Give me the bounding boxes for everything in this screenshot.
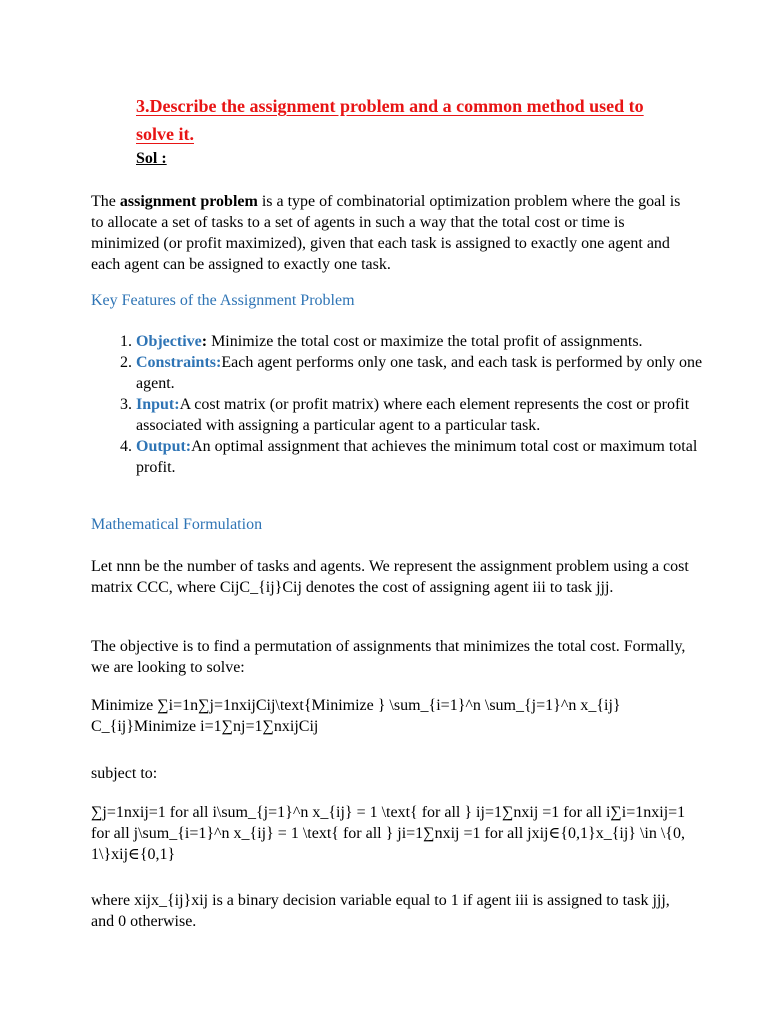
list-item xyxy=(136,331,736,352)
intro-prefix: The xyxy=(91,193,120,210)
intro-paragraph xyxy=(91,191,691,275)
list-item xyxy=(136,394,736,436)
feature-term: Objective xyxy=(136,333,202,350)
subject-to-label: subject to: xyxy=(91,765,158,782)
feature-text: A cost matrix (or profit matrix) where each element represents the cost or profit associated with assigning a particular agent to a particular task. xyxy=(136,396,690,434)
list-item xyxy=(136,436,736,478)
feature-term: Constraints: xyxy=(136,354,222,371)
objective-formula: Minimize ∑i=1n∑j=1nxijCij\text{Minimize } \sum_{i=1}^n \sum_{j=1}^n x_{ij} C_{ij}Minimize i=1∑nj=1∑nxijCij xyxy=(91,697,621,735)
key-features-list xyxy=(91,331,736,478)
feature-term: Input: xyxy=(136,396,180,413)
math-heading: Mathematical Formulation xyxy=(91,516,263,533)
sol-label: Sol : xyxy=(136,150,167,167)
feature-text: Each agent performs only one task, and each task is performed by only one agent. xyxy=(136,354,703,392)
feature-text: Minimize the total cost or maximize the total profit of assignments. xyxy=(207,333,643,350)
math-paragraph-2: The objective is to find a permutation of assignments that minimizes the total cost. Formally, we are looking to solve: xyxy=(91,638,686,676)
math-paragraph-1: Let nnn be the number of tasks and agents. We represent the assignment problem using a cost matrix CCC, where CijC_{ij}Cij denotes the cost of assigning agent iii to task jjj. xyxy=(91,558,689,596)
key-features-heading: Key Features of the Assignment Problem xyxy=(91,292,355,309)
list-item xyxy=(136,352,736,394)
feature-sep: : xyxy=(201,333,208,350)
intro-bold-term: assignment problem xyxy=(119,193,258,210)
constraints-formula: ∑j=1nxij=1 for all i\sum_{j=1}^n x_{ij} = 1 \text{ for all } ij=1∑nxij =1 for all i∑i=1nxij=1 for all j\sum_{i=1}^n x_{ij} = 1 \text{ for all } ji=1∑nxij =1 for all jxij∈{0,1}x_{ij} \in \{0, 1\}xij∈{0,1} xyxy=(91,804,686,863)
intro-rest: is a type of combinatorial optimization problem where the goal is to allocate a set of tasks to a set of agents in such a way that the total cost or time is minimized (or profit maximized), given that each task is assigned to exactly one agent and each agent can be assigned to exactly one task. xyxy=(91,193,681,273)
feature-text: An optimal assignment that achieves the minimum total cost or maximum total profit. xyxy=(136,438,698,476)
feature-term: Output: xyxy=(136,438,192,455)
question-title: 3.Describe the assignment problem and a common method used to solve it. xyxy=(136,96,644,144)
variable-definition: where xijx_{ij}xij is a binary decision variable equal to 1 if agent iii is assigned to task jjj, and 0 otherwise. xyxy=(91,892,670,930)
